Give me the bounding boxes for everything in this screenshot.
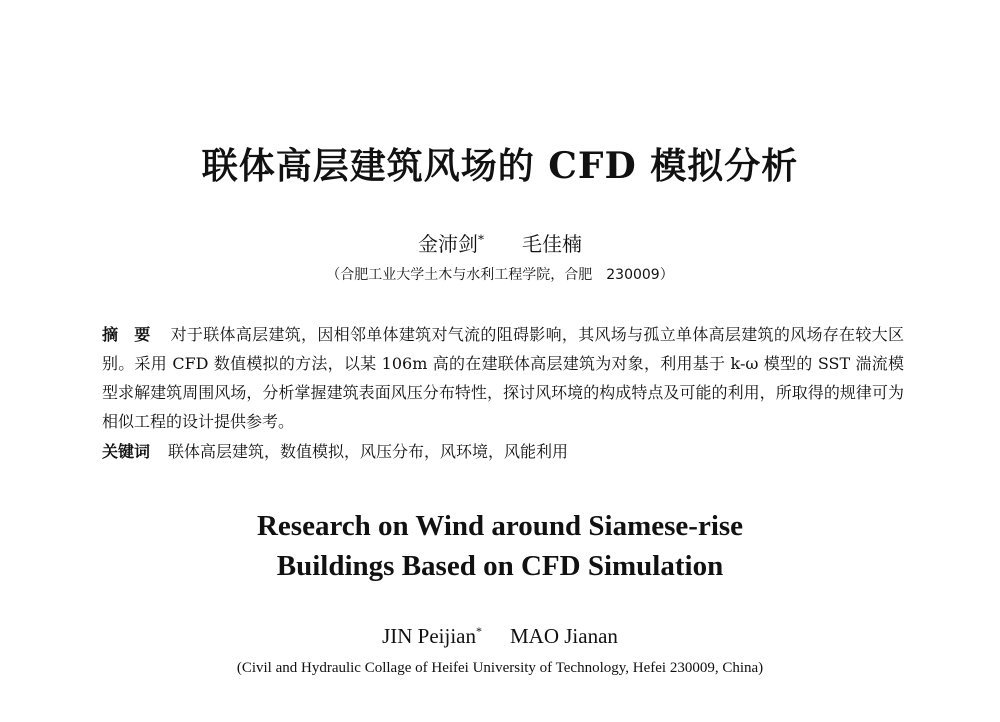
author-1-cn: 金沛剑 bbox=[418, 232, 478, 256]
author-2-en: MAO Jianan bbox=[510, 624, 618, 648]
english-authors bbox=[0, 624, 1000, 649]
author-1-en: JIN Peijian bbox=[382, 624, 476, 648]
author-2-cn: 毛佳楠 bbox=[522, 232, 582, 256]
keywords-line bbox=[102, 437, 904, 466]
corresponding-author-mark-en: * bbox=[476, 624, 482, 638]
keywords-text: 联体高层建筑，数值模拟，风压分布，风环境，风能利用 bbox=[168, 442, 569, 461]
english-title-line-2: Buildings Based on CFD Simulation bbox=[276, 550, 724, 582]
keywords-label: 关键词 bbox=[102, 442, 151, 461]
abstract-label: 摘要 bbox=[102, 325, 167, 344]
chinese-title: 联体高层建筑风场的 CFD 模拟分析 bbox=[201, 145, 799, 187]
corresponding-author-mark-cn: * bbox=[478, 232, 484, 247]
abstract-paragraph bbox=[102, 320, 904, 436]
english-affiliation: (Civil and Hydraulic Collage of Heifei University of Technology, Hefei 230009, China) bbox=[236, 660, 764, 676]
chinese-authors bbox=[0, 228, 1000, 257]
abstract-text: 对于联体高层建筑，因相邻单体建筑对气流的阻碍影响，其风场与孤立单体高层建筑的风场存在较大区别。采用 CFD 数值模拟的方法，以某 106m 高的在建联体高层建筑为对象，利用基于 k-ω 模型的 SST 湍流模型求解建筑周围风场，分析掌握建筑表面风压分布特性，探讨风环境的构成特点及可能的利用，所取得的规律可为相似工程的设计提供参考。 bbox=[102, 325, 904, 431]
english-title bbox=[0, 506, 1000, 586]
chinese-affiliation: （合肥工业大学土木与水利工程学院，合肥 230009） bbox=[326, 267, 674, 283]
english-title-line-1: Research on Wind around Siamese-rise bbox=[256, 510, 744, 542]
